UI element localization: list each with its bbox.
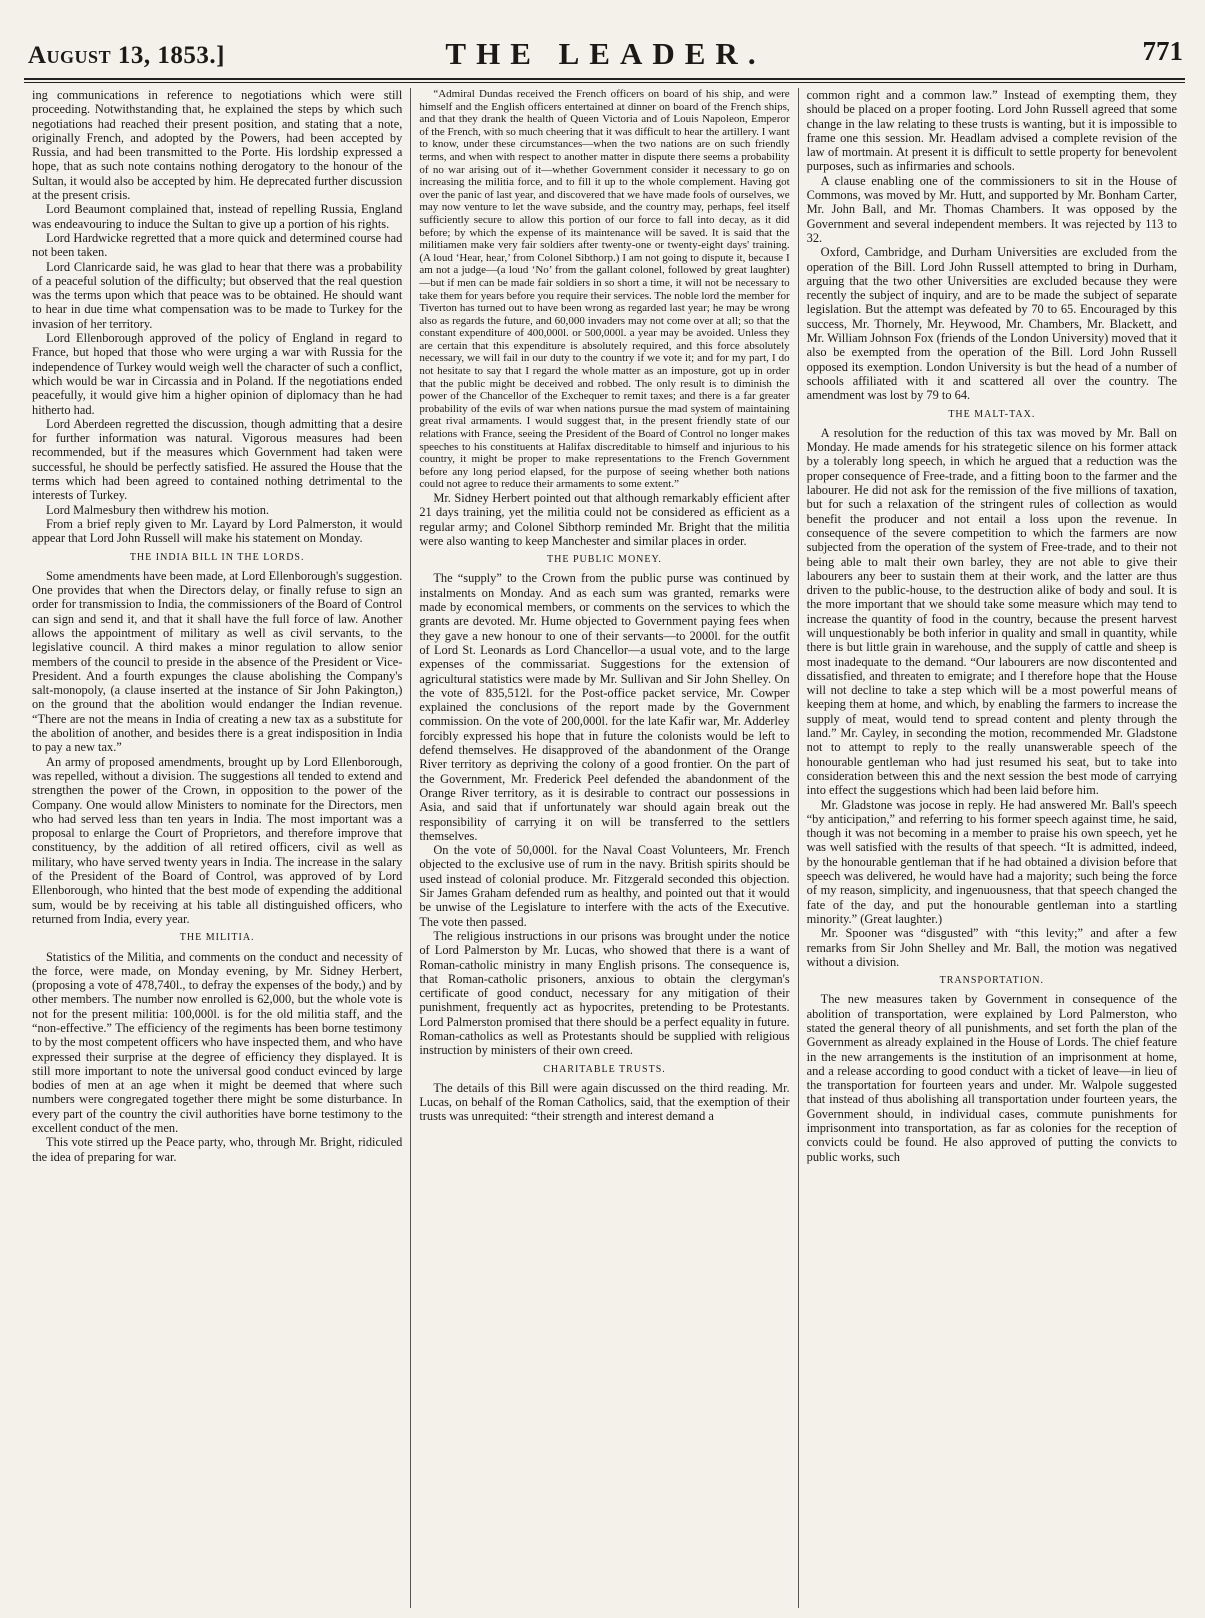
article-paragraph: Lord Ellenborough approved of the policy of England in regard to France, but hoped that those who were urging a war with Russia for the independence of Turkey would weigh well the character of such a conflict, which would be war in Circassia and in Poland. If the negotiations ended peacefully, it would give him a higher opinion of diplomacy than he had hitherto had. <box>32 331 403 417</box>
section-heading: THE MALT-TAX. <box>948 408 1036 420</box>
quoted-speech: “Admiral Dundas received the French officers on board of his ship, and were himself and the English officers entertained at dinner on board of the French ships, and that they drank the health of Queen Victoria and of Louis Napoleon, Emperor of the French, with so much cheering that it was difficult to hear the artillery. I want to know, under these circumstances—when the two nations are on such friendly terms, and when with respect to another matter in dispute there seems a probability of no war arising out of it—whether Government consider it necessary to go on increasing the militia force, and to fill it up to the whole complement. Having got over the panic of last year, and discovered that we have made fools of ourselves, we may now venture to let the wave subside, and the country may, perhaps, feel itself sufficiently secure to allow this portion of our force to fall into decay, as it did before; by which the expense of its maintenance will be saved. It is said that the militiamen make very fair soldiers after twenty-one or twenty-eight days' training. (A loud ‘Hear, hear,’ from Colonel Sibthorp.) I am not going to dispute it, because I am not a judge—(a loud ‘No’ from the gallant colonel, followed by great laughter)—but if men can be made fair soldiers in so short a time, it will not be necessary to take them for years before you require their services. The noble lord the member for Tiverton has turned out to have been wrong as regarded last year; he may be wrong also as regards the future, and 60,000 invaders may not come over at all; so that the constant expenditure of 400,000l. or 500,000l. a year may be avoided. Unless they are certain that this expenditure is absolutely required, and this force absolutely necessary, we will fail in our duty to the country if we vote it; and for my part, I do not hesitate to say that I regard the whole matter as an imposture, got up in order that the public might be deceived and robbed. The only result is to diminish the power of the Chancellor of the Exchequer to remit taxes; and there is a far greater probability of the evils of war when nations pursue the mad system of maintaining great rival armaments. I would suggest that, in the present friendly state of our relations with France, seeing the President of the Board of Control no longer makes speeches to his constituents at Halifax discreditable to himself and injurious to his country, it might be proper to make representations to the French Government before any long period elapsed, for the purpose of seeing whether both nations could not agree to reduce their armaments to some extent.” <box>419 88 790 491</box>
page-number: 771 <box>1142 36 1183 66</box>
section-heading: CHARITABLE TRUSTS. <box>543 1063 666 1075</box>
article-paragraph: common right and a common law.” Instead of exempting them, they should be placed on a proper footing. Lord John Russell agreed that some change in the law relating to these trusts is wanting, but it is impossible to frame one this session. Mr. Headlam advised a complete revision of the law of mortmain. At present it is difficult to settle property for benevolent purposes, such as infirmaries and schools. <box>806 88 1177 174</box>
article-paragraph: Mr. Gladstone was jocose in reply. He had answered Mr. Ball's speech “by anticipation,” and referring to his former speech against time, he said, though it was not becoming in a member to praise his own speech, yet he was well satisfied with the results of that speech. “It is admitted, indeed, by the honourable gentleman that if he had obtained a division before that speech was delivered, he would have had a majority; such being the force of my reason, simplicity, and ingenuousness, that that speech changed the fate of the day, and put the honourable gentleman into a startling minority.” (Great laughter.) <box>806 797 1177 926</box>
article-paragraph: Oxford, Cambridge, and Durham Universities are excluded from the operation of the Bill. Lord John Russell attempted to bring in Durham, arguing that the two other Universities are excluded because they were recently the subject of inquiry, and are to be made the subject of separate legislation. But the attempt was defeated by 70 to 65. Encouraged by this success, Mr. Thornely, Mr. Heywood, Mr. Chambers, Mr. Blackett, and Mr. William Johnson Fox (friends of the London University) moved that it also be exempted from the operation of the Bill. Lord John Russell opposed its exemption. London University is but the head of a number of schools affiliated with it and scattered all over the country. The amendment was lost by 79 to 64. <box>806 245 1177 403</box>
article-paragraph: Some amendments have been made, at Lord Ellenborough's suggestion. One provides that when the Directors delay, or finally refuse to sign an order for transmission to India, the commissioners of the Board of Control can sign and send it, and that it shall have the full force of law. Another allows the appointment of military as well as civil servants, to the legislative council. A third makes a minor regulation to allow senior members of the council to preside in the absence of the President or Vice-President. And a fourth expunges the clause abolishing the Company's salt-monopoly, (a clause inserted at the instance of Sir John Pakington,) on the ground that the abolition would endanger the Indian revenue. “There are not the means in India of creating a new tax as a substitute for the abolition of another, and besides there is a great indisposition in India to pay a new tax.” <box>32 568 403 755</box>
article-paragraph: Lord Hardwicke regretted that a more quick and determined course had not been taken. <box>32 230 403 260</box>
article-paragraph: Lord Malmesbury then withdrew his motion. <box>46 502 270 517</box>
section-heading: THE MILITIA. <box>179 932 255 944</box>
article-paragraph: Statistics of the Militia, and comments on the conduct and necessity of the force, were made, on Monday evening, by Mr. Sidney Herbert, (proposing a vote of 478,740l., to defray the expenses of the body,) and by other members. The number now enrolled is 62,000, but the whole vote is not for the present militia: 100,000l. is for the old militia staff, and the “non-effective.” The efficiency of the regiments has been borne testimony to by the most competent officers who have inspected them, and who have expressed their surprise at the degree of efficiency they displayed. It is still more important to note the universal good conduct evinced by large bodies of men at an age when it might be deemed that where such numbers were congregated together there might be some disturbance. In every part of the country the civil authorities have borne testimony to the excellent conduct of the men. <box>32 949 403 1136</box>
section-heading: TRANSPORTATION. <box>939 975 1045 987</box>
header-rule-thin <box>24 82 1185 83</box>
article-paragraph: Mr. Sidney Herbert pointed out that although remarkably efficient after 21 days training, yet the militia could not be considered as efficient as a regular army; and Colonel Sibthorp reminded Mr. Bright that the militia were also wanting to keep Manchester and similar places in order. <box>419 491 790 548</box>
article-paragraph: The “supply” to the Crown from the public purse was continued by instalments on Monday. And as each sum was granted, remarks were made by economical members, or comments on the services to which the grants are devoted. Mr. Hume objected to Government paying fees when they gave a new honour to one of their servants—to 2000l. for the outfit of Lord St. Leonards as Lord Chancellor—a usual vote, and to the large expenses of the commissariat. Suggestions for the extension of agricultural statistics were made by Mr. Sullivan and Sir John Shelley. On the vote of 835,512l. for the Post-office packet service, Mr. Cowper explained the conclusions of the report made by the Government commission. On the vote of 200,000l. for the late Kafir war, Mr. Adderley forcibly expressed his hope that in future the colonists would be left to defend themselves. He disapproved of the abandonment of the Orange River territory as depriving the colony of a good frontier. On the part of the Government, Mr. Frederick Peel defended the abandonment of the Orange River territory, as it is desirable to contract our possessions in Asia, and said that if unfortunately war should again break out the responsibility of carrying it on will be transferred to the settlers themselves. <box>419 571 790 843</box>
issue-date: August 13, 1853.] <box>28 42 225 69</box>
article-paragraph: This vote stirred up the Peace party, who, through Mr. Bright, ridiculed the idea of preparing for war. <box>32 1135 403 1164</box>
header-rule <box>24 78 1185 80</box>
article-paragraph: Mr. Spooner was “disgusted” with “this levity;” and after a few remarks from Sir John Shelley and Mr. Ball, the motion was negatived without a division. <box>806 926 1177 969</box>
article-paragraph: An army of proposed amendments, brought up by Lord Ellenborough, was repelled, without a division. The suggestions all tended to extend and strengthen the power of the Crown, in opposition to the power of the Company. One would allow Ministers to nominate for the Directors, men who had served less than ten years in India. The most important was a proposal to enlarge the Court of Proprietors, and therefore improve that constituency, by the addition of all retired officers, civil as well as military, who have served twenty years in India. The increase in the salary of the President of the Board of Control, was approved of by Lord Ellenborough, who hinted that the best mode of expending the additional sum, would be by receiving at his table all distinguished officers, who returned from India, every year. <box>32 754 403 926</box>
newspaper-title: THE LEADER. <box>445 36 766 71</box>
column-3 <box>798 88 1185 1608</box>
section-heading: THE PUBLIC MONEY. <box>547 554 662 566</box>
article-paragraph: A clause enabling one of the commissioners to sit in the House of Commons, was moved by Mr. Hutt, and supported by Mr. Bonham Carter, Mr. John Ball, and Mr. Thomas Chambers. It was opposed by the Government and several independent members. It was rejected by 113 to 32. <box>806 173 1177 245</box>
column-1 <box>24 88 410 1608</box>
section-heading: THE INDIA BILL IN THE LORDS. <box>129 551 305 563</box>
article-paragraph: A resolution for the reduction of this tax was moved by Mr. Ball on Monday. He made amends for his strategetic silence on his former attack by a tolerably long speech, in which he argued that a reduction was the proper consequence of Free-trade, and a fitting boon to the farmer and the labourer. He did not ask for the remission of the five millions of taxation, but for such a relaxation of the stringent rules of collection as would benefit the producer and not entail a loss upon the revenue. In consequence of the severe competition to which the farmers are now subjected from the operation of the system of Free-trade, and to their not being able to malt their own barley, they are not able to give their labourers any beer to sustain them at their work, and the latter are thus driven to the public-house, to the destruction alike of body and soul. It is the more important that we should take some measure which may tend to increase the quantity of food in the country, because the present harvest will unquestionably be both inferior in quality and small in quantity, while there is but little grain in warehouse, and the supply of cattle and sheep is most inadequate to the demand. “Our labourers are now discontented and dissatisfied, and threaten to emigrate; and I therefore hope that the House will not decline to take a step which will be a most powerful means of keeping them at home, and which, by enabling the farmers to increase the supply of meat, would tend to spread content and plenty through the land.” Mr. Cayley, in seconding the motion, recommended Mr. Gladstone not to attempt to reply to the really unanswerable speech of the honourable gentleman who had just resumed his seat, but to take into consideration between this and the next session the best mode of carrying into effect the suggestions which had been laid before him. <box>806 425 1177 798</box>
article-paragraph: Lord Beaumont complained that, instead of repelling Russia, England was endeavouring to induce the Sultan to give up a portion of his rights. <box>32 202 403 231</box>
article-paragraph: The new measures taken by Government in consequence of the abolition of transportation, were explained by Lord Palmerston, who stated the general theory of all punishments, and set forth the plan of the Government as already explained in the House of Lords. The chief feature in the new arrangements is the institution of an imprisonment at home, and a release according to good conduct with a ticket of leave—in lieu of the transportation for fourteen years and under. Mr. Walpole suggested that instead of thus abolishing all transportation under fourteen years, the Government should, in individual cases, commute punishments for imprisonment into transportation, as far as colonies for the reception of convicts could be found. He also approved of putting the convicts to public works, such <box>806 992 1177 1164</box>
article-paragraph: Lord Clanricarde said, he was glad to hear that there was a probability of a peaceful solution of the difficulty; but observed that the real question was the terms upon which that peace was to be obtained. He should want to hear in due time what compensation was to be made to Turkey for the invasion of her territory. <box>32 259 403 331</box>
article-paragraph: From a brief reply given to Mr. Layard by Lord Palmerston, it would appear that Lord John Russell will make his statement on Monday. <box>32 516 403 546</box>
article-paragraph: The details of this Bill were again discussed on the third reading. Mr. Lucas, on behalf of the Roman Catholics, said, that the exemption of their trusts was unrequited: “their strength and interest demand a <box>419 1080 790 1124</box>
article-paragraph: The religious instructions in our prisons was brought under the notice of Lord Palmerston by Mr. Lucas, who showed that there is a want of Roman-catholic ministry in many English prisons. The consequence is, that Roman-catholic prisoners, anxious to obtain the clergyman's certificate of good conduct, necessary for any mitigation of their punishment, frequently act as hypocrites, pretending to be Protestants. Lord Palmerston promised that there should be a perfect equality in future. Roman-catholics as well as Protestants should be supplied with religious instruction by ministers of their own creed. <box>419 928 790 1058</box>
column-2 <box>410 88 797 1608</box>
masthead <box>28 30 1183 72</box>
article-paragraph: On the vote of 50,000l. for the Naval Coast Volunteers, Mr. French objected to the exclusive use of rum in the navy. British spirits should be used instead of colonial produce. Mr. Fitzgerald seconded this objection. Sir James Graham defended rum as healthy, and pointed out that it would be unwise of the Legislature to interfere with the acts of the Executive. The vote then passed. <box>419 843 790 929</box>
article-paragraph: Lord Aberdeen regretted the discussion, though admitting that a desire for further information was natural. Vigorous measures had been recommended, but if the measures which Government had taken were successful, he should be perfectly satisfied. He assured the House that the terms which had been agreed to contained nothing detrimental to the interests of Turkey. <box>32 416 403 503</box>
article-paragraph: ing communications in reference to negotiations which were still proceeding. Notwithstanding that, he explained the steps by which such negotiations had reached their present position, and stating that a note, originally French, and adopted by the Powers, had been accepted by Russia, and had been transmitted to the Porte. His lordship expressed a hope, that as such note contains nothing derogatory to the honour of the Sultan, it would also be accepted by him. He deprecated further discussion at the present crisis. <box>32 88 403 203</box>
article-columns <box>24 88 1185 1608</box>
